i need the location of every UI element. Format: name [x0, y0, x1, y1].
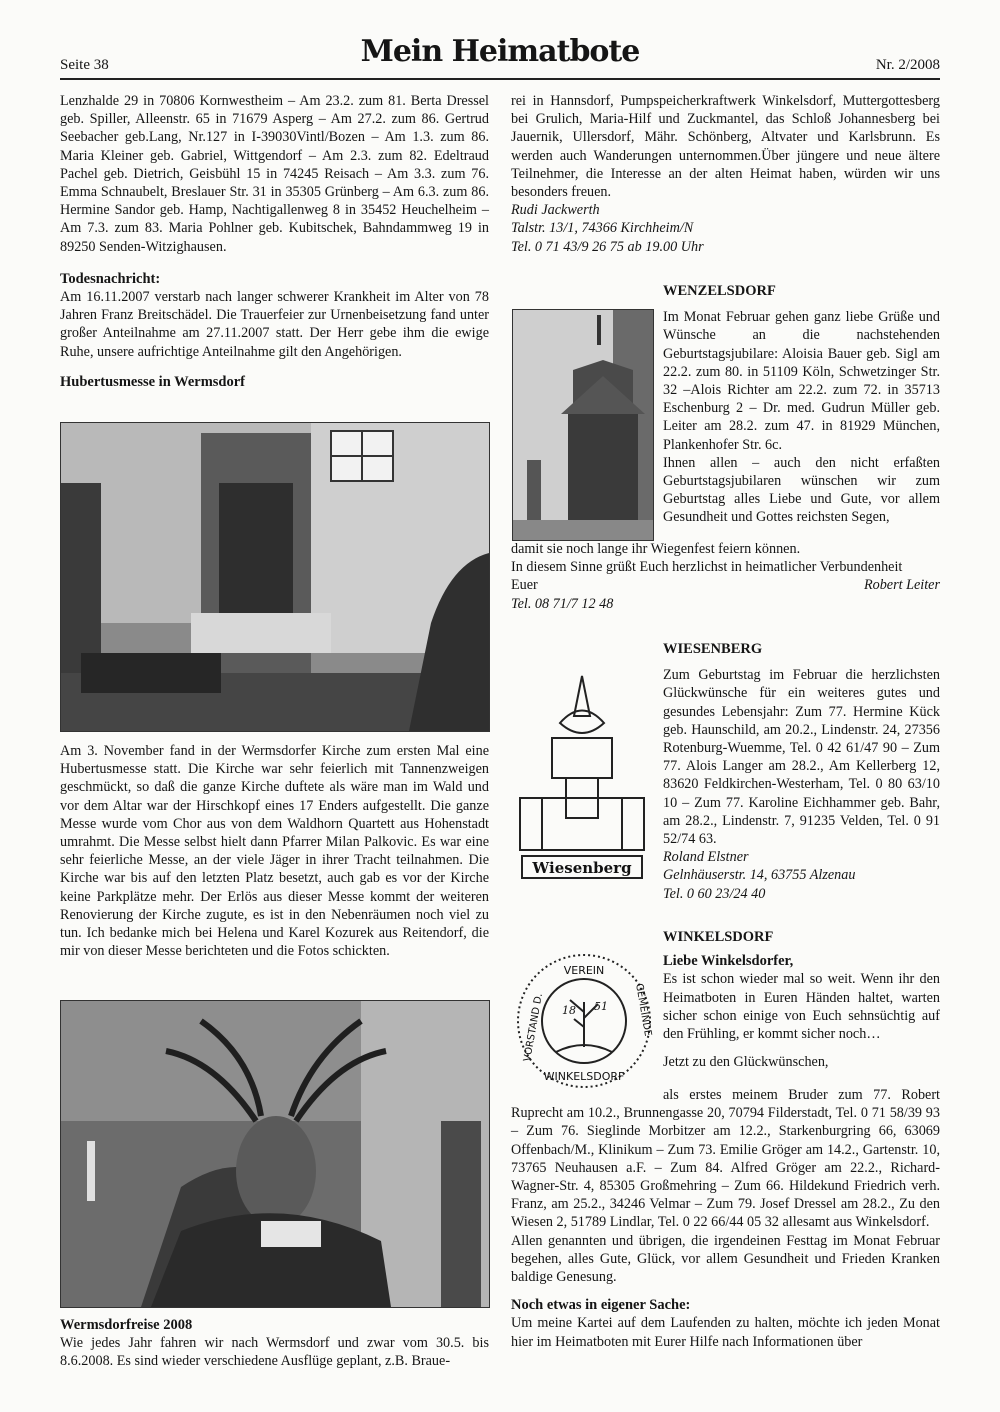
signature-elstner-phone: Tel. 0 60 23/24 40 — [663, 885, 766, 902]
hubertus-text: Am 3. November fand in der Wermsdorfer Kirche zum ersten Mal eine Hubertusmesse statt. Die Kirche war sehr feierlich mit Tannenzweigen geschmückt, so daß die ganze Kirche duftete als wäre man im Wald und vor dem Altar war der Hirschkopf eines 17 Enders aufgestellt. Die ganze Messe wurde vom Chor aus von dem Waldhorn Quartett aus Hohenstadt umrahmt. Die Messe selbst hielt dann Pfarrer Milan Palkovic. Es war eine sehr feierliche Messe, an der viele Jäger in ihrer Tracht teilnahmen. Die Kirche war bis auf den letzten Platz besetzt, auch gab es vor der Kirche keine Parkplätze mehr. Der Erlös aus dieser Messe kommt der weiteren Renovierung der Kirche zugute, es ist in den Nebenräumen noch viel zu tun. Ich bedanke mich bei Helena und Karel Kozurek aus Reitendorf, die mir von dieser Messe berichteten und die Fotos schickten. — [60, 743, 489, 960]
issue-number: Nr. 2/2008 — [875, 57, 940, 73]
death-notice-heading: Todesnachricht: — [60, 270, 161, 287]
left-column-middle — [60, 742, 489, 960]
wenzelsdorf-section — [663, 282, 940, 527]
wiesenberg-emblem-label: Wiesenberg — [532, 859, 632, 877]
wenzelsdorf-wishes: Ihnen allen – auch den nicht erfaßten Geburtstagsjubilaren wünschen wir zum Geburtstag alles Liebe und Gute, vor allem Gesundheit und Gottes reichsten Segen, — [663, 454, 940, 526]
left-column-bottom — [60, 1316, 489, 1371]
wenzelsdorf-heading: WENZELSDORF — [663, 283, 776, 299]
wiesenberg-heading: WIESENBERG — [663, 641, 763, 657]
signature-leiter-phone: Tel. 08 71/7 12 48 — [511, 595, 614, 612]
wenzelsdorf-birthdays: Im Monat Februar gehen ganz liebe Grüße und Wünsche an die nachstehenden Geburtstagsjubilare: Aloisia Bauer geb. Sigl am 22.2. zum 80. in 51109 Köln, Schwetzinger Str. 32 –Alois Richter am 22.2. zum 72. in 35713 Eschenburg 2 – Dr. med. Gudrun Müller geb. Leiter am 28.2. zum 47. in 81929 München, Plankenhofer Str. 6c. — [663, 309, 940, 453]
chapel-photo — [512, 309, 654, 541]
winkelsdorf-intro: Es ist schon wieder mal so weit. Wenn ihr den Heimatboten in Euren Händen haltet, warten sicher schon einige von Euch sehnsüchtig auf den Frühling, er kommt sicher noch… — [663, 971, 940, 1043]
death-notice-text: Am 16.11.2007 verstarb nach langer schwerer Krankheit im Alter von 78 Jahren Franz Breitschädel. Die Trauerfeier zur Urnenbeisetzung fand unter großer Anteilnahme am 27.11.2007 statt. Der Herr gebe ihm die ewige Ruhe, unsere aufrichtige Anteilnahme gilt den Angehörigen. — [60, 289, 489, 360]
header-rule — [60, 78, 940, 80]
stag-head-photo — [60, 1000, 490, 1308]
wenzelsdorf-closing — [511, 540, 940, 613]
winkelsdorf-birthdays: als erstes meinem Bruder zum 77. Robert Ruprecht am 10.2., Brunnengasse 20, 70794 Filderstadt, Tel. 0 71 58/39 93 – Zum 76. Sieglinde Morbitzer am 12.2., Starkenburgring 66, 63069 Offenbach/M., Klinikum – Zum 73. Emilie Gröger am 14.2., Gartenstr. 10, 73765 Neuhausen a.F. – Zum 84. Alfred Gröger am 22.2., Richard-Wagner-Str. 4, 85305 Großmehring – Zum 66. Hildekund Friedrich verh. Franz, am 25.2., 34246 Velmar – Zum 79. Josef Dressel am 28.2., Zu den Wiesen 2, 51789 Lindlar, Tel. 0 22 66/44 05 32 allesamt aus Winkelsdorf. — [511, 1087, 940, 1231]
hubertus-heading: Hubertusmesse in Wermsdorf — [60, 373, 246, 390]
trip-text-continued: rei in Hannsdorf, Pumpspeicherkraftwerk Winkelsdorf, Muttergottesberg bei Grulich, Maria-Hilf und Zuckmantel, das Schloß Johannesberg bei Jauernik, Ullersdorf, Mähr. Schönberg, Altvater und Karlsbrunn. Es werden auch Wanderungen unternommen.Über jüngere und neue ältere Teilnehmer, die Interesse an der alten Heimat haben, würden wir uns besonders freuen. — [511, 93, 940, 201]
page-number: Seite 38 — [60, 57, 109, 73]
chapel-image — [513, 310, 653, 540]
wenzelsdorf-euer: Euer — [511, 577, 538, 594]
winkelsdorf-seal-drawing — [512, 952, 657, 1090]
wiesenberg-birthdays: Zum Geburtstag im Februar die herzlichsten Glückwünsche für ein weiteres gutes und gesundes Lebensjahr: Zum 77. Hermine Kück geb. Haunschild, am 20.2., Lindenstr. 24, 27356 Rotenburg-Wuemme, Tel. 0 42 61/47 90 – Zum 77. Alois Langer am 28.2., Am Kellerberg 12, 83620 Feldkirchen-Westerham, Tel. 0 80 63/10 10 – Zum 77. Karoline Eichhammer geb. Bahr, am 28.2., Lindenstr. 7, 91235 Velden, Tel. 0 91 52/74 63. — [663, 667, 940, 848]
signature-elstner-name: Roland Elstner — [663, 849, 749, 866]
winkelsdorf-section — [663, 928, 940, 1071]
right-column-top — [511, 92, 940, 256]
signature-leiter-name: Robert Leiter — [863, 577, 940, 594]
signature-elstner-address: Gelnhäuserstr. 14, 63755 Alzenau — [663, 867, 856, 884]
signature-jackwerth-name: Rudi Jackwerth — [511, 202, 600, 219]
seal-right-text: GEMEINDE — [633, 982, 654, 1038]
stag-head-image — [61, 1001, 489, 1307]
signature-jackwerth-phone: Tel. 0 71 43/9 26 75 ab 19.00 Uhr — [511, 238, 704, 255]
winkelsdorf-greeting: Liebe Winkelsdorfer, — [663, 953, 794, 970]
trip-heading: Wermsdorfreise 2008 — [60, 1317, 193, 1333]
own-matter-text: Um meine Kartei auf dem Laufenden zu halten, möchte ich jeden Monat hier im Heimatboten mit Eurer Hilfe nach Informationen über — [511, 1315, 940, 1350]
own-matter-heading: Noch etwas in eigener Sache: — [511, 1297, 691, 1314]
church-interior-image — [61, 423, 489, 731]
seal-year-right: 51 — [594, 1000, 608, 1013]
trip-text: Wie jedes Jahr fahren wir nach Wermsdorf und zwar vom 30.5. bis 8.6.2008. Es sind wieder verschiedene Ausflüge geplant, z.B. Braue- — [60, 1335, 489, 1370]
wenzelsdorf-greeting: In diesem Sinne grüßt Euch herzlichst in heimatlicher Verbundenheit — [511, 559, 903, 576]
seal-year-left: 18 — [562, 1004, 576, 1017]
birthday-list-continued: Lenzhalde 29 in 70806 Kornwestheim – Am 23.2. zum 81. Berta Dressel geb. Spiller, Alleenstr. 65 in 71679 Asperg – Am 27.2. zum 86. Gertrud Seebacher geb.Lang, Nr.127 in I-39030Vintl/Bozen – Am 1.3. zum 86. Maria Kleiner geb. Gabriel, Wittgendorf – Am 2.3. zum 82. Edeltraud Pachel geb. Dietrich, Geisbühl 15 in 74245 Reisach – Am 3.3. zum 76. Emma Schnaubelt, Breslauer Str. 31 in 35305 Grünberg – Am 6.3. zum 86. Hermine Sandor geb. Hamp, Nachtigallenweg 8 in 35452 Heuchelheim – Am 7.3. zum 83. Maria Pohlner geb. Kubitschek, Bahndammweg 19 in 89250 Senden-Witzighausen. — [60, 93, 489, 255]
seal-left-text: VORSTAND D. — [522, 992, 545, 1063]
wiesenberg-section — [663, 640, 940, 903]
winkelsdorf-seal — [512, 952, 657, 1090]
winkelsdorf-heading: WINKELSDORF — [663, 929, 774, 945]
seal-bottom-text: WINKELSDORF — [543, 1070, 625, 1083]
seal-top-text: VEREIN — [563, 964, 605, 977]
signature-jackwerth-address: Talstr. 13/1, 74366 Kirchheim/N — [511, 220, 694, 237]
wiesenberg-emblem — [512, 668, 652, 894]
left-column-top — [60, 92, 489, 391]
winkelsdorf-wishes: Allen genannten und übrigen, die irgendeinen Festtag im Monat Februar begehen, alles Gute, Glück, vor allem Gesundheit und Frieden Kranken baldige Genesung. — [511, 1232, 940, 1286]
winkelsdorf-birthdays-block — [511, 1086, 940, 1351]
wenzelsdorf-wishes-end: damit sie noch lange ihr Wiegenfest feiern können. — [511, 541, 801, 557]
masthead-title: Mein Heimatbote — [360, 34, 640, 69]
church-interior-photo — [60, 422, 490, 732]
winkelsdorf-transition: Jetzt zu den Glückwünschen, — [663, 1054, 829, 1071]
wiesenberg-emblem-drawing — [512, 668, 652, 894]
